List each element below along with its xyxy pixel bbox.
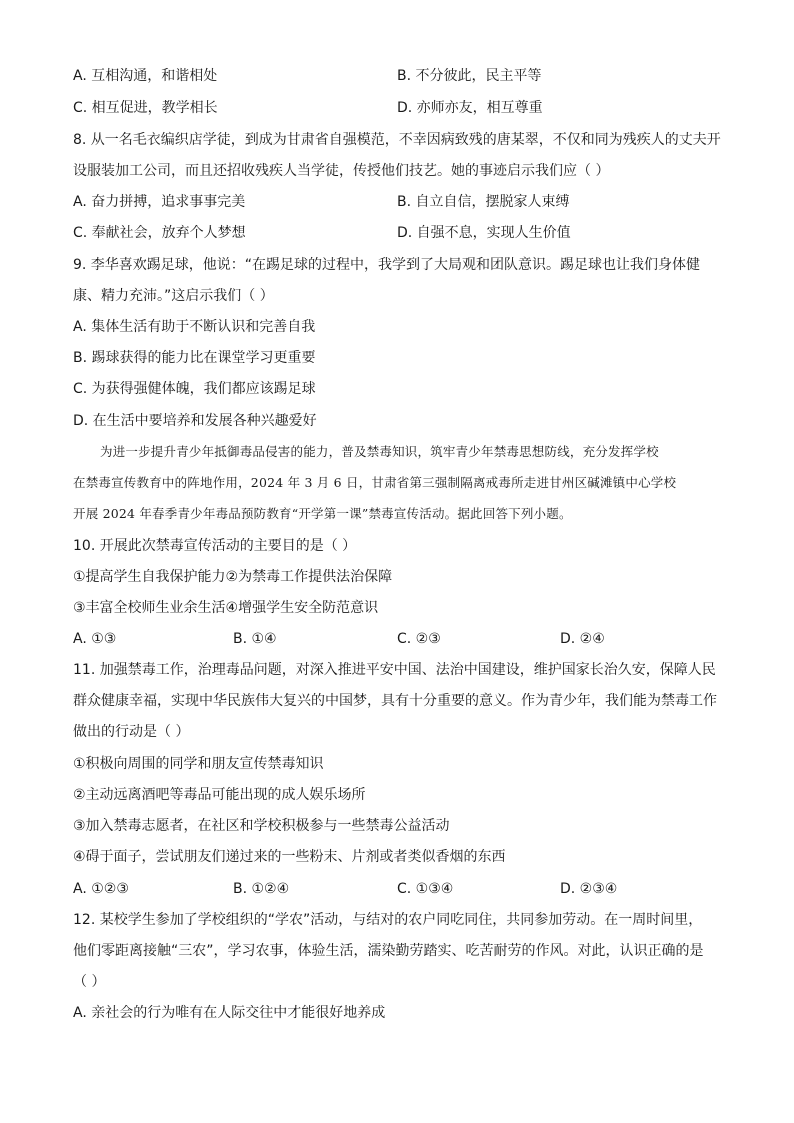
q11-stem-line3: 做出的行动是（ ）	[73, 724, 190, 740]
q7-option-a: A. 互相沟通，和谐相处	[73, 68, 218, 84]
q12-option-a: A. 亲社会的行为唯有在人际交往中才能很好地养成	[73, 1005, 386, 1021]
q11-item-2: ②主动远离酒吧等毒品可能出现的成人娱乐场所	[73, 787, 366, 803]
q10-option-b: B. ①④	[233, 631, 277, 647]
q9-stem-line1: 9. 李华喜欢踢足球，他说：“在踢足球的过程中，我学到了大局观和团队意识。踢足球也让我们身体健	[73, 257, 701, 273]
q10-option-d: D. ②④	[560, 631, 605, 647]
q12-stem-line2: 他们零距离接触“三农”，学习农事，体验生活，濡染勤劳踏实、吃苦耐劳的作风。对此，认识正确的是	[73, 943, 704, 959]
q11-option-a: A. ①②③	[73, 881, 129, 897]
q9-option-a: A. 集体生活有助于不断认识和完善自我	[73, 319, 316, 335]
q8-option-d: D. 自强不息，实现人生价值	[397, 225, 571, 241]
q9-option-b: B. 踢球获得的能力比在课堂学习更重要	[73, 350, 316, 366]
q7-option-b: B. 不分彼此，民主平等	[397, 68, 542, 84]
q12-stem-line1: 12. 某校学生参加了学校组织的“学农”活动，与结对的农户同吃同住，共同参加劳动。在一周时间里，	[73, 912, 703, 928]
q8-stem-line1: 8. 从一名毛衣编织店学徒，到成为甘肃省自强模范，不幸因病致残的唐某翠，不仅和同为残疾人的丈夫开	[73, 132, 721, 148]
q7-option-d: D. 亦师亦友，相互尊重	[397, 100, 543, 116]
passage-line1: 为进一步提升青少年抵御毒品侵害的能力，普及禁毒知识，筑牢青少年禁毒思想防线，充分发挥学校	[100, 444, 659, 459]
passage-line2: 在禁毒宣传教育中的阵地作用，2024 年 3 月 6 日，甘肃省第三强制隔离戒毒所走进甘州区碱滩镇中心学校	[73, 475, 677, 490]
q9-option-d: D. 在生活中要培养和发展各种兴趣爱好	[73, 413, 317, 429]
q11-option-c: C. ①③④	[397, 881, 454, 897]
q9-option-c: C. 为获得强健体魄，我们都应该踢足球	[73, 381, 316, 397]
q10-option-a: A. ①③	[73, 631, 117, 647]
q12-stem-line3: （ ）	[73, 974, 106, 990]
q10-items-line1: ①提高学生自我保护能力②为禁毒工作提供法治保障	[73, 569, 393, 585]
q11-stem-line2: 群众健康幸福，实现中华民族伟大复兴的中国梦，具有十分重要的意义。作为青少年，我们能为禁毒工作	[73, 693, 717, 709]
passage-line3: 开展 2024 年春季青少年毒品预防教育“开学第一课”禁毒宣传活动。据此回答下列小题。	[73, 506, 572, 521]
q11-option-d: D. ②③④	[560, 881, 618, 897]
q11-option-b: B. ①②④	[233, 881, 290, 897]
q10-items-line2: ③丰富全校师生业余生活④增强学生安全防范意识	[73, 600, 379, 616]
q11-item-3: ③加入禁毒志愿者，在社区和学校积极参与一些禁毒公益活动	[73, 818, 450, 834]
q11-item-1: ①积极向周围的同学和朋友宣传禁毒知识	[73, 756, 324, 772]
q9-stem-line2: 康、精力充沛。”这启示我们（ ）	[73, 288, 274, 304]
q8-stem-line2: 设服装加工公司，而且还招收残疾人当学徒，传授他们技艺。她的事迹启示我们应（ ）	[73, 163, 610, 179]
q8-option-b: B. 自立自信，摆脱家人束缚	[397, 194, 570, 210]
q8-option-a: A. 奋力拼搏，追求事事完美	[73, 194, 246, 210]
q11-stem-line1: 11. 加强禁毒工作，治理毒品问题，对深入推进平安中国、法治中国建设，维护国家长治久安，保障人民	[73, 662, 716, 678]
q8-option-c: C. 奉献社会，放弃个人梦想	[73, 225, 246, 241]
q10-option-c: C. ②③	[397, 631, 441, 647]
q11-item-4: ④碍于面子，尝试朋友们递过来的一些粉末、片剂或者类似香烟的东西	[73, 849, 506, 865]
q7-option-c: C. 相互促进，教学相长	[73, 100, 218, 116]
q10-stem: 10. 开展此次禁毒宣传活动的主要目的是（ ）	[73, 538, 357, 554]
